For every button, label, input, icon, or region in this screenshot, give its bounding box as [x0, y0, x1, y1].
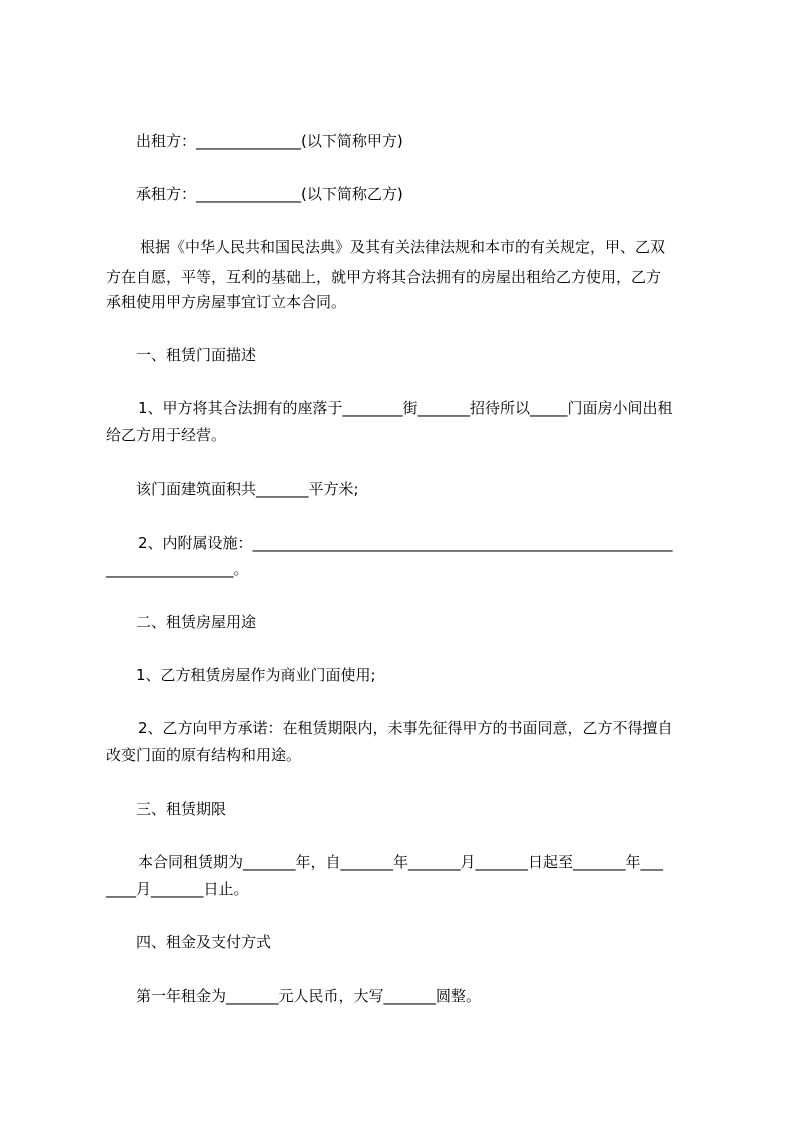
section-3-heading: 三、租赁期限	[136, 800, 227, 818]
section-2-heading: 二、租赁房屋用途	[136, 613, 257, 631]
section-4-rent: 第一年租金为_______元人民币，大写_______圆整。	[136, 987, 482, 1005]
section-1-area: 该门面建筑面积共_______平方米;	[136, 480, 359, 498]
section-1-heading: 一、租赁门面描述	[136, 346, 257, 364]
preamble-line-2: 方在自愿，平等，互利的基础上，就甲方将其合法拥有的房屋出租给乙方使用，乙方	[106, 268, 662, 286]
section-1-item-2-line-2: _________________。	[106, 560, 249, 578]
party-b-line: 承租方：______________(以下简称乙方)	[136, 185, 403, 203]
section-4-heading: 四、租金及支付方式	[136, 933, 272, 951]
preamble-line-1: 根据《中华人民共和国民法典》及其有关法律法规和本市的有关规定，甲、乙双	[140, 238, 666, 256]
section-1-item-1-line-2: 给乙方用于经营。	[106, 426, 227, 444]
section-1-item-1-line-1: 1、甲方将其合法拥有的座落于________街_______招待所以_____门面房小间出租	[138, 399, 673, 417]
section-2-item-1: 1、乙方租赁房屋作为商业门面使用;	[136, 666, 376, 684]
preamble-line-3: 承租使用甲方房屋事宜订立本合同。	[106, 293, 347, 311]
section-3-term-line-2: ____月_______日止。	[106, 880, 249, 898]
party-a-line: 出租方：______________(以下简称甲方)	[136, 132, 403, 150]
section-2-item-2-line-2: 改变门面的原有结构和用途。	[106, 746, 302, 764]
section-2-item-2-line-1: 2、乙方向甲方承诺：在租赁期限内，未事先征得甲方的书面同意，乙方不得擅自	[138, 719, 673, 737]
section-1-item-2-line-1: 2、内附属设施：________________________________________________________	[138, 534, 673, 552]
section-3-term-line-1: 本合同租赁期为_______年，自_______年_______月_______日起至_______年___	[138, 853, 664, 871]
